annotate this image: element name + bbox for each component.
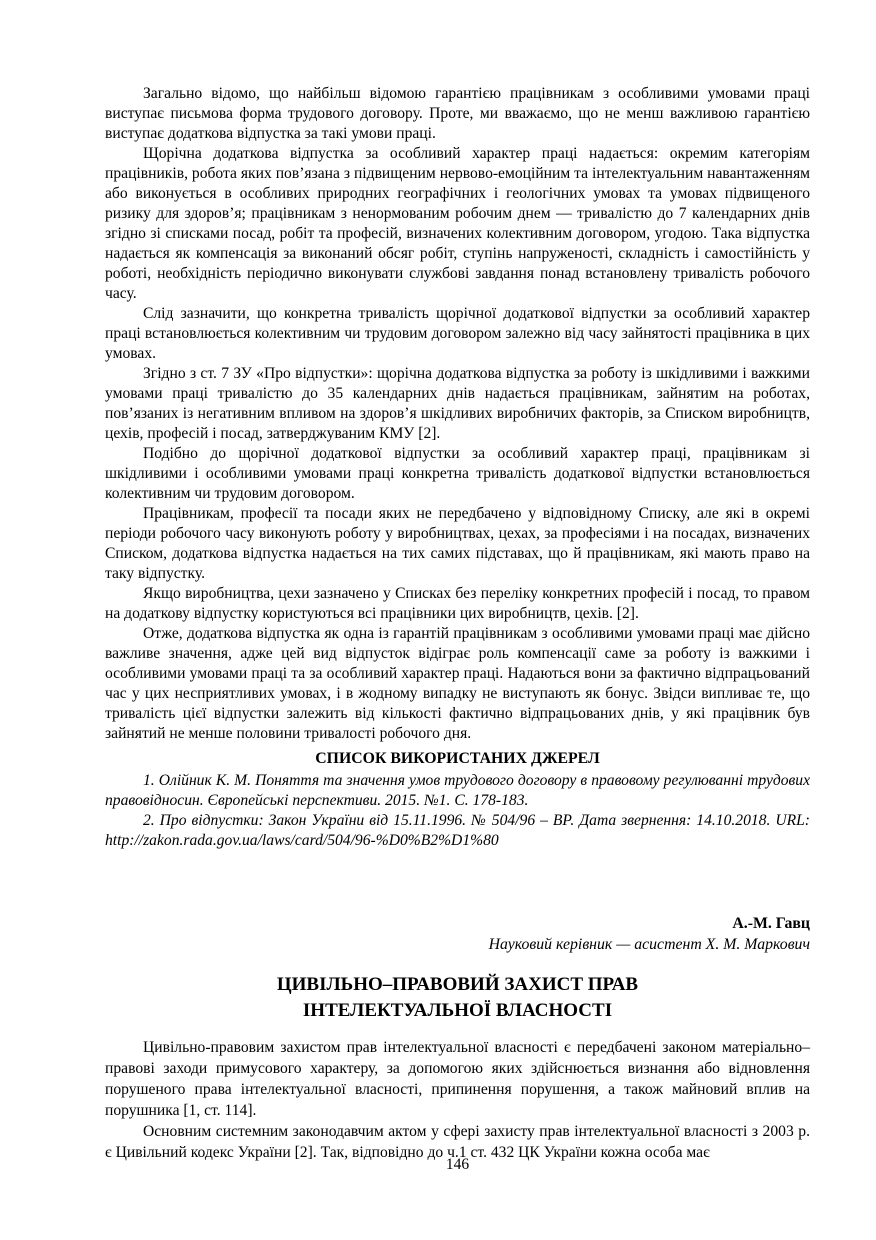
paragraph: Загально відомо, що найбільш відомою гарантією працівникам з особливими умовами праці виступає письмова форма трудового договору. Проте, ми вважаємо, що не менш важливою гарантією виступає додаткова відпустка за такі умови праці. [105, 85, 810, 142]
paragraph: Отже, додаткова відпустка як одна із гарантій працівникам з особливими умовами праці має дійсно важливе значення, адже цей вид відпусток відіграє роль компенсації саме за роботу із важкими і особливими умовами праці та за особливий характер праці. Надаються вони за фактично відпрацьований час у цих несприятливих умовах, і в жодному випадку не виступають як бонус. Звідси випливає те, що тривалість цієї відпустки залежить від кількості фактично відпрацьованих днів, у які працівник був зайнятий не менше половини тривалості робочого дня. [105, 625, 810, 742]
paragraph: Слід зазначити, що конкретна тривалість щорічної додаткової відпустки за особливий характер праці встановлюється колективним чи трудовим договором залежно від часу зайнятості працівника в цих умовах. [105, 305, 810, 362]
references-heading: СПИСОК ВИКОРИСТАНИХ ДЖЕРЕЛ [315, 750, 600, 767]
article-title-line-2: ІНТЕЛЕКТУАЛЬНОЇ ВЛАСНОСТІ [302, 1000, 613, 1021]
article-next-section [105, 913, 810, 1163]
article-previous-section [105, 84, 810, 851]
paragraph: Щорічна додаткова відпустка за особливий характер праці надається: окремим категоріям працівників, робота яких пов’язана з підвищеним нервово-емоційним та інтелектуальним навантаженням або виконується в особливих природних географічних і геологічних умовах та умовах підвищеного ризику для здоров’я; працівникам з ненормованим робочим днем — тривалістю до 7 календарних днів згідно зі списками посад, робіт та професій, визначених колективним договором, угодою. Така відпустка надається як компенсація за виконаний обсяг робіт, ступінь напруженості, складність і самостійність у роботі, необхідність періодично виконувати службові завдання понад встановлену тривалість робочого часу. [105, 145, 810, 302]
reference-item-2: 2. Про відпустки: Закон України від 15.11.1996. № 504/96 – ВР. Дата звернення: 14.10.2018. URL: http://zakon.rada.gov.ua/laws/card/504/96-%D0%B2%D1%80 [105, 812, 810, 849]
author-block [105, 913, 810, 955]
article-title [105, 972, 810, 1024]
reference-item-1: 1. Олійник К. М. Поняття та значення умов трудового договору в правовому регулюванні трудових правовідносин. Європейські перспективи. 2015. №1. С. 178-183. [105, 772, 810, 809]
supervisor-line: Науковий керівник — асистент Х. М. Маркович [488, 936, 810, 953]
article-title-line-1: ЦИВІЛЬНО–ПРАВОВИЙ ЗАХИСТ ПРАВ [276, 974, 639, 995]
paragraph: Згідно з ст. 7 ЗУ «Про відпустки»: щорічна додаткова відпустка за роботу із шкідливими і важкими умовами праці тривалістю до 35 календарних днів надається працівникам, зайнятим на роботах, пов’язаних із негативним впливом на здоров’я шкідливих виробничих факторів, за Списком виробництв, цехів, професій і посад, затверджуваним КМУ [2]. [105, 365, 810, 442]
paragraph: Якщо виробництва, цехи зазначено у Списках без переліку конкретних професій і посад, то правом на додаткову відпустку користуються всі працівники цих виробництв, цехів. [2]. [105, 585, 810, 622]
paragraph: Подібно до щорічної додаткової відпустки за особливий характер праці, працівникам зі шкідливими і особливими умовами праці конкретна тривалість додаткової відпустки встановлюється колективним чи трудовим договором. [105, 445, 810, 502]
paragraph: Основним системним законодавчим актом у сфері захисту прав інтелектуальної власності з 2003 р. є Цивільний кодекс України [2]. Так, відповідно до ч.1 ст. 432 ЦК України кожна особа має [105, 1123, 810, 1161]
paragraph: Працівникам, професії та посади яких не передбачено у відповідному Списку, але які в окремі періоди робочого часу виконують роботу у виробництвах, цехах, за професіями і на посадах, визначених Списком, додаткова відпустка надається на тих самих підставах, що й працівникам, які мають право на таку відпустку. [105, 505, 810, 582]
paragraph: Цивільно-правовим захистом прав інтелектуальної власності є передбачені законом матеріально–правові заходи примусового характеру, за допомогою яких здійснюється визнання або відновлення порушеного права інтелектуальної власності, припинення порушення, а також майновий вплив на порушника [1, ст. 114]. [105, 1039, 810, 1119]
page-number: 146 [445, 1156, 470, 1173]
author-name: А.-М. Гавц [732, 915, 810, 932]
